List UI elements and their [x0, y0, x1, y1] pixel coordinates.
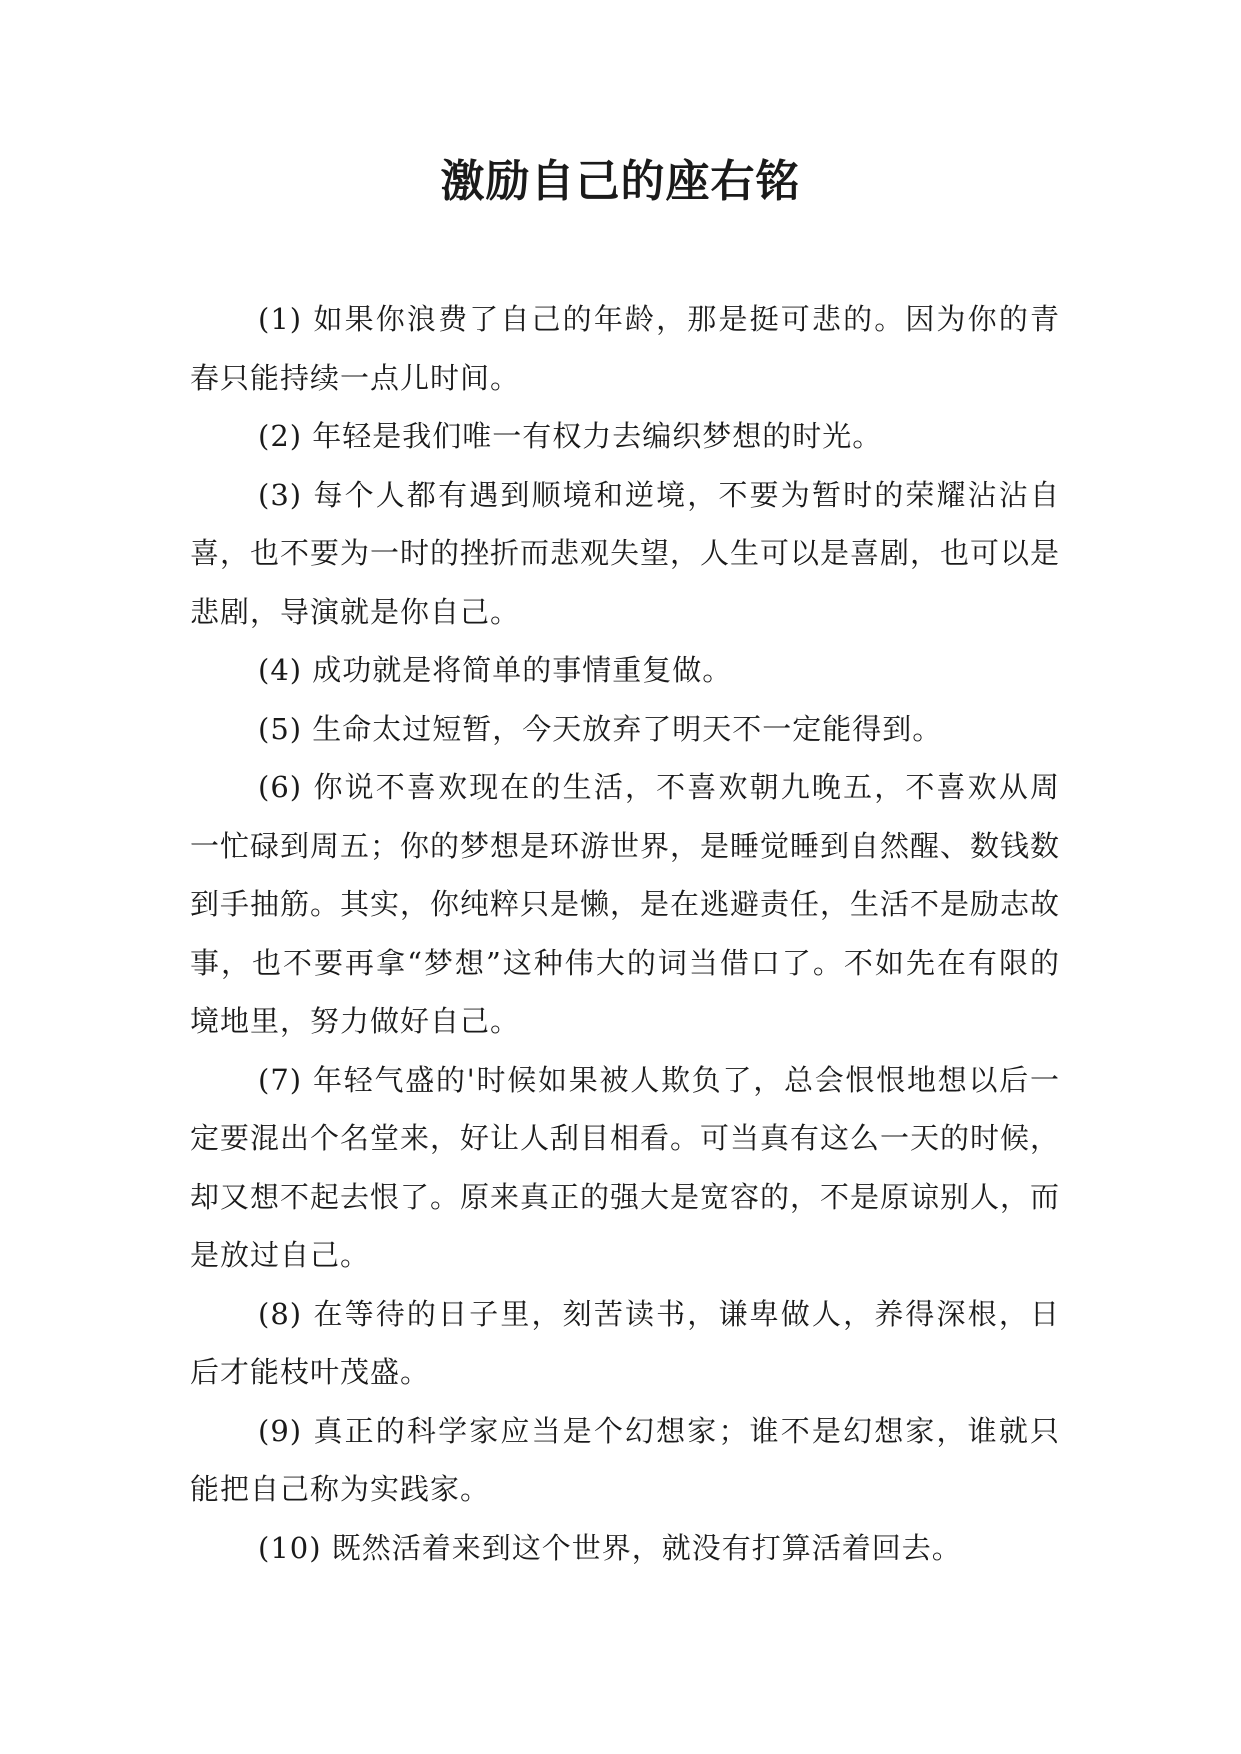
paragraph-9: (9) 真正的科学家应当是个幻想家；谁不是幻想家，谁就只能把自己称为实践家。: [190, 1413, 1060, 1506]
paragraph-10: (10) 既然活着来到这个世界，就没有打算活着回去。: [258, 1530, 962, 1565]
paragraph-8: (8) 在等待的日子里，刻苦读书，谦卑做人，养得深根，日后才能枝叶茂盛。: [190, 1296, 1060, 1389]
document-body: [190, 290, 1060, 1577]
paragraph-4: (4) 成功就是将简单的事情重复做。: [258, 653, 733, 687]
paragraph-1: (1) 如果你浪费了自己的年龄，那是挺可悲的。因为你的青春只能持续一点儿时间。: [190, 302, 1060, 395]
paragraph-7: (7) 年轻气盛的'时候如果被人欺负了，总会恨恨地想以后一定要混出个名堂来，好让人刮目相看。可当真有这么一天的时候，却又想不起去恨了。原来真正的强大是宽容的，不是原谅别人，而是放过自己。: [190, 1062, 1061, 1272]
paragraph-6: (6) 你说不喜欢现在的生活，不喜欢朝九晚五，不喜欢从周一忙碌到周五；你的梦想是环游世界，是睡觉睡到自然醒、数钱数到手抽筋。其实，你纯粹只是懒，是在逃避责任，生活不是励志故事，也不要再拿“梦想”这种伟大的词当借口了。不如先在有限的境地里，努力做好自己。: [190, 770, 1061, 1038]
paragraph-3: (3) 每个人都有遇到顺境和逆境，不要为暂时的荣耀沾沾自喜，也不要为一时的挫折而悲观失望，人生可以是喜剧，也可以是悲剧，导演就是你自己。: [190, 477, 1061, 629]
paragraph-5: (5) 生命太过短暂，今天放弃了明天不一定能得到。: [258, 711, 943, 746]
paragraph-2: (2) 年轻是我们唯一有权力去编织梦想的时光。: [258, 419, 883, 453]
page-title: 激励自己的座右铭: [440, 156, 801, 207]
